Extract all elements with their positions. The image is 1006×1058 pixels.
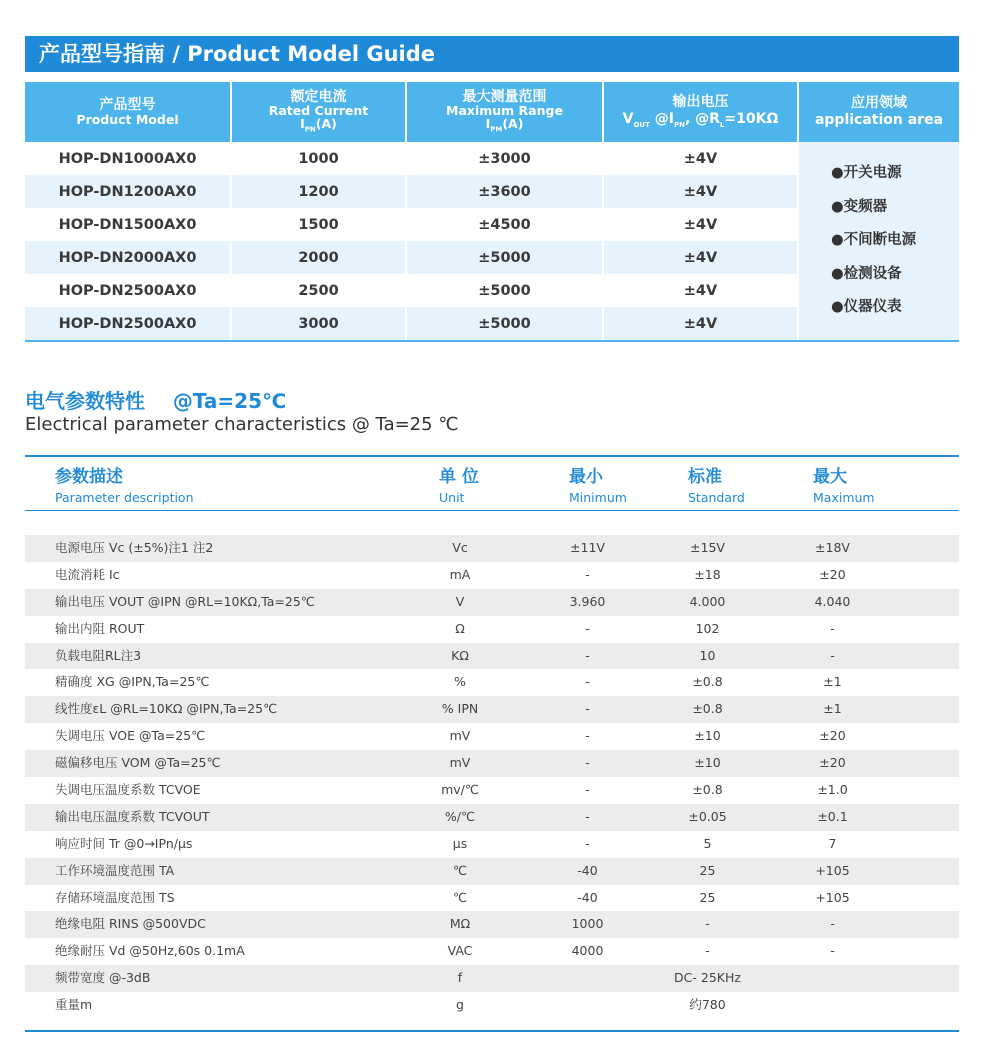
param-unit: ℃ — [452, 889, 468, 905]
param-unit: mA — [449, 566, 471, 582]
param-value-span: 约780 — [689, 997, 726, 1013]
param-max: ±20 — [819, 566, 846, 582]
electrical-table-header — [25, 460, 959, 510]
product-table-header — [25, 82, 959, 142]
param-std: ±0.8 — [692, 701, 723, 717]
param-std: 5 — [703, 835, 712, 851]
table-row — [25, 669, 959, 696]
rated-cell: 3000 — [231, 307, 406, 340]
range-cell: ±5000 — [406, 241, 603, 274]
table-row — [25, 804, 959, 831]
header-rated-current: 额定电流 Rated Current $I_{PN}(A)$ — [231, 82, 406, 142]
param-max: ±1 — [823, 674, 842, 690]
param-value-span: DC- 25KHz — [674, 970, 741, 986]
param-unit: μs — [452, 835, 468, 851]
param-max: ±20 — [819, 755, 846, 771]
table-row — [25, 965, 959, 992]
header-standard: 标准 Standard — [688, 467, 745, 505]
model-cell: HOP-DN2500AX0 — [25, 274, 231, 307]
param-max: - — [830, 943, 835, 959]
model-cell: HOP-DN2000AX0 — [25, 241, 231, 274]
application-item: ●不间断电源 — [831, 232, 917, 249]
param-desc: 绝缘耐压 Vd @50Hz,60s 0.1mA — [55, 943, 245, 959]
param-unit: %/℃ — [444, 808, 476, 824]
table-row — [25, 723, 959, 750]
param-desc: 线性度εL @RL=10KΩ @IPN,Ta=25℃ — [55, 701, 278, 717]
param-unit: mv/℃ — [441, 782, 479, 798]
param-max: ±0.1 — [817, 808, 848, 824]
application-item: ●检测设备 — [831, 265, 902, 282]
param-min: -40 — [577, 862, 598, 878]
rated-cell: 1200 — [231, 175, 406, 208]
vout-cell: ±4V — [603, 274, 798, 307]
param-min: - — [585, 701, 590, 717]
vout-cell: ±4V — [603, 241, 798, 274]
param-desc: 失调电压 VOE @Ta=25℃ — [55, 728, 206, 744]
header-application-area: 应用领域 application area — [798, 82, 959, 142]
param-unit: % — [454, 674, 466, 690]
param-desc: 失调电压温度系数 TCVOE — [55, 782, 201, 798]
param-std: ±15V — [690, 540, 725, 555]
table-row — [25, 938, 959, 965]
param-std: 25 — [699, 862, 716, 878]
param-desc: 电流消耗 Ic — [55, 566, 120, 582]
param-std: - — [705, 916, 710, 932]
product-guide-title: 产品型号指南 / Product Model Guide — [25, 36, 959, 72]
param-unit: % IPN — [441, 701, 479, 717]
param-desc: 工作环境温度范围 TA — [55, 862, 175, 878]
vout-cell: ±4V — [603, 175, 798, 208]
param-min: 1000 — [571, 916, 604, 932]
param-max: ±20 — [819, 728, 846, 744]
electrical-table-body — [25, 535, 959, 1019]
param-unit: f — [457, 970, 463, 986]
header-minimum: 最小 Minimum — [569, 467, 627, 505]
electrical-title: 电气参数特性 @Ta=25℃ — [25, 389, 287, 413]
table-row — [25, 696, 959, 723]
param-std: 10 — [699, 647, 716, 663]
table-row — [25, 750, 959, 777]
rated-cell: 1000 — [231, 142, 406, 175]
param-max: ±1.0 — [817, 782, 848, 798]
param-min: - — [585, 566, 590, 582]
param-max: - — [830, 647, 835, 663]
application-item: ●变频器 — [831, 198, 888, 215]
param-min: - — [585, 808, 590, 824]
table-divider — [25, 510, 959, 511]
range-cell: ±5000 — [406, 307, 603, 340]
table-row — [25, 885, 959, 912]
table-row — [25, 992, 959, 1019]
param-unit: Ω — [455, 620, 465, 636]
param-max: - — [830, 916, 835, 932]
table-row — [25, 589, 959, 616]
application-item: ●仪器仪表 — [831, 299, 902, 316]
table-row — [25, 535, 959, 562]
param-std: 4.000 — [689, 593, 726, 609]
electrical-subtitle: Electrical parameter characteristics @ Ta=25 ℃ — [25, 414, 459, 435]
table-row — [25, 643, 959, 670]
param-desc: 绝缘电阻 RINS @500VDC — [55, 916, 206, 932]
table-row — [25, 562, 959, 589]
header-output-voltage: 输出电压 $V_{OUT}$ $@I_{PN}$, $@R_L=10K\Omega$ — [603, 82, 798, 142]
table-row — [25, 911, 959, 938]
param-max: +105 — [815, 889, 850, 905]
param-std: ±0.05 — [688, 808, 727, 824]
param-min: - — [585, 835, 590, 851]
range-cell: ±3000 — [406, 142, 603, 175]
application-list — [798, 142, 959, 340]
model-cell: HOP-DN2500AX0 — [25, 307, 231, 340]
param-desc: 输出电压温度系数 TCVOUT — [55, 808, 210, 824]
param-std: ±0.8 — [692, 782, 723, 798]
vout-cell: ±4V — [603, 208, 798, 241]
range-cell: ±4500 — [406, 208, 603, 241]
param-desc: 输出内阻 ROUT — [55, 620, 145, 636]
param-min: - — [585, 755, 590, 771]
vout-cell: ±4V — [603, 307, 798, 340]
table-divider — [25, 1030, 959, 1032]
param-desc: 磁偏移电压 VOM @Ta=25℃ — [55, 755, 221, 771]
param-desc: 频带宽度 @-3dB — [55, 970, 151, 986]
param-unit: ℃ — [452, 862, 468, 878]
param-unit: VAC — [447, 943, 473, 959]
header-maximum: 最大 Maximum — [813, 467, 875, 505]
application-item: ●开关电源 — [831, 165, 902, 182]
model-cell: HOP-DN1500AX0 — [25, 208, 231, 241]
param-max: - — [830, 620, 835, 636]
header-unit: 单 位 Unit — [439, 467, 479, 505]
param-min: 3.960 — [569, 593, 606, 609]
table-row — [25, 616, 959, 643]
param-std: - — [705, 943, 710, 959]
param-unit: MΩ — [449, 916, 471, 932]
param-min: ±11V — [570, 540, 605, 555]
model-cell: HOP-DN1200AX0 — [25, 175, 231, 208]
param-unit: mV — [449, 755, 471, 771]
table-row — [25, 858, 959, 885]
param-desc: 精确度 XG @IPN,Ta=25℃ — [55, 674, 210, 690]
param-desc: 电源电压 Vc (±5%)注1 注2 — [55, 540, 214, 555]
param-std: 102 — [695, 620, 720, 636]
param-std: ±0.8 — [692, 674, 723, 690]
param-desc: 存储环境温度范围 TS — [55, 889, 175, 905]
param-min: - — [585, 728, 590, 744]
table-row — [25, 777, 959, 804]
param-min: - — [585, 782, 590, 798]
param-desc: 响应时间 Tr @0→IPn/μs — [55, 835, 193, 851]
table-divider — [25, 455, 959, 457]
param-unit: g — [456, 997, 464, 1013]
param-max: ±18V — [815, 540, 850, 555]
product-model-table — [25, 82, 959, 340]
param-unit: KΩ — [451, 647, 469, 663]
rated-cell: 1500 — [231, 208, 406, 241]
param-max: 7 — [828, 835, 837, 851]
param-max: +105 — [815, 862, 850, 878]
param-min: - — [585, 620, 590, 636]
param-max: ±1 — [823, 701, 842, 717]
vout-cell: ±4V — [603, 142, 798, 175]
param-std: ±18 — [694, 566, 721, 582]
param-desc: 负载电阻RL注3 — [55, 647, 142, 663]
table-row — [25, 142, 959, 175]
param-std: ±10 — [694, 728, 721, 744]
param-min: 4000 — [571, 943, 604, 959]
header-max-range: 最大测量范围 Maximum Range $I_{PM}(A)$ — [406, 82, 603, 142]
rated-cell: 2500 — [231, 274, 406, 307]
model-cell: HOP-DN1000AX0 — [25, 142, 231, 175]
param-min: - — [585, 674, 590, 690]
header-model: 产品型号 Product Model — [25, 82, 231, 142]
param-desc: 重量m — [55, 997, 93, 1013]
param-unit: mV — [449, 728, 471, 744]
range-cell: ±3600 — [406, 175, 603, 208]
param-min: -40 — [577, 889, 598, 905]
param-min: - — [585, 647, 590, 663]
param-std: 25 — [699, 889, 716, 905]
table-row — [25, 831, 959, 858]
range-cell: ±5000 — [406, 274, 603, 307]
param-max: 4.040 — [814, 593, 851, 609]
rated-cell: 2000 — [231, 241, 406, 274]
table-divider — [25, 340, 959, 342]
param-unit: Vc — [452, 540, 468, 555]
param-desc: 输出电压 VOUT @IPN @RL=10KΩ,Ta=25℃ — [55, 593, 315, 609]
param-unit: V — [455, 593, 465, 609]
header-parameter: 参数描述 Parameter description — [55, 467, 194, 505]
param-std: ±10 — [694, 755, 721, 771]
